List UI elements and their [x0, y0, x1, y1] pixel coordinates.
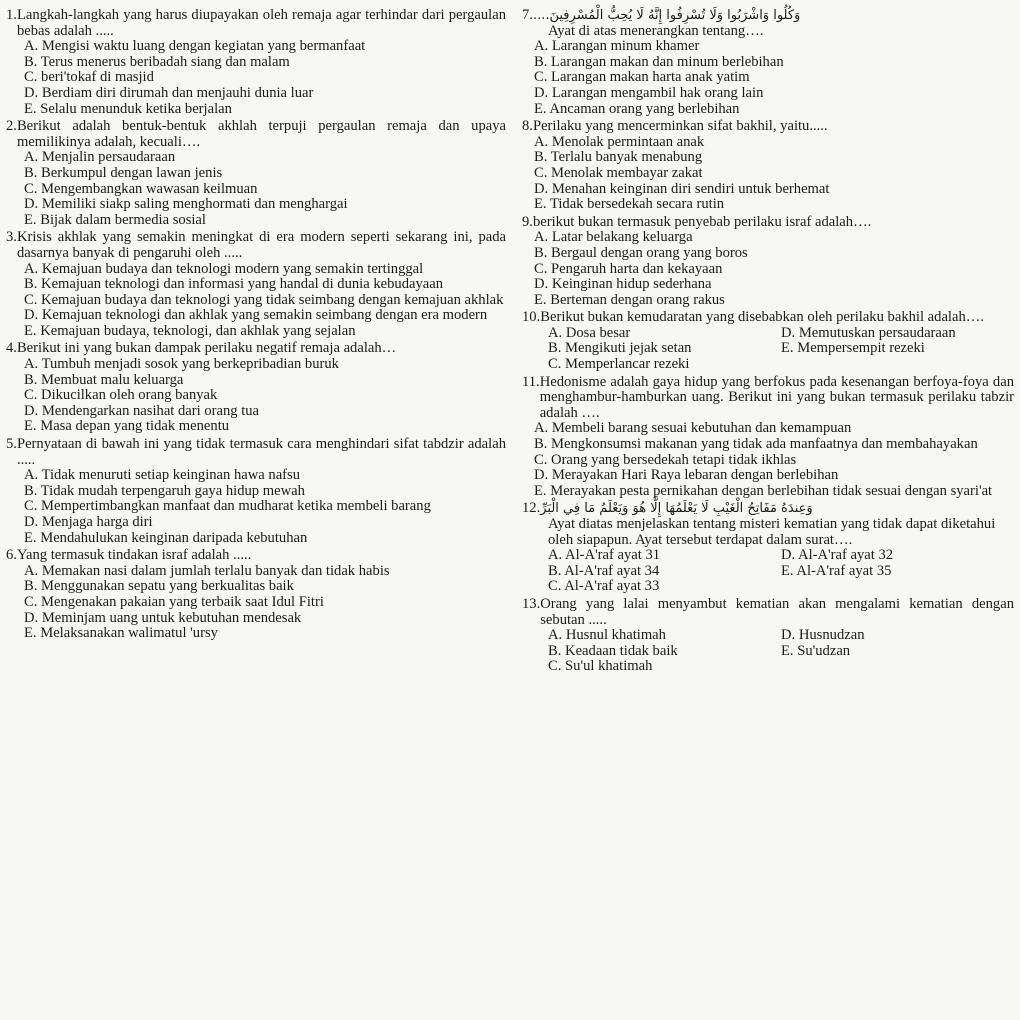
- question-line: [522, 215, 1014, 231]
- answer-option: B. Keadaan tidak baik: [548, 642, 678, 659]
- answer-option: B. Terus menerus beribadah siang dan malam: [24, 53, 290, 70]
- question-text: Hedonisme adalah gaya hidup yang berfokus pada kesenangan berfoya-foya dan menghambur-hamburkan uang. Berikut ini yang bukan termasuk perilaku tabzir adalah ….: [539, 373, 1014, 421]
- answer-option: A. Mengisi waktu luang dengan kegiatan yang bermanfaat: [24, 38, 366, 55]
- question-line: [522, 119, 1014, 135]
- answer-options-grid: [522, 628, 1014, 675]
- answer-option: B. Terlalu banyak menabung: [534, 149, 703, 166]
- answer-option: E. Ancaman orang yang berlebihan: [534, 100, 740, 117]
- question-13: [522, 597, 1014, 675]
- answer-option: D. Al-A'raf ayat 32: [781, 547, 894, 564]
- question-number: 10.: [522, 309, 541, 326]
- answer-option: B. Kemajuan teknologi dan informasi yang handal di dunia kebudayaan: [24, 276, 444, 293]
- question-stem: Ayat di atas menerangkan tentang….: [548, 22, 764, 39]
- answer-option: E. Melaksanakan walimatul 'ursy: [24, 625, 218, 642]
- question-number: 9.: [522, 213, 533, 230]
- answer-option: D. Menjaga harga diri: [24, 514, 153, 530]
- question-11: [522, 375, 1014, 500]
- answer-options-grid: [522, 326, 1014, 373]
- answer-option: B. Menggunakan sepatu yang berkualitas baik: [24, 578, 294, 595]
- question-number: 4.: [6, 340, 17, 357]
- answer-option: E. Tidak bersedekah secara rutin: [534, 196, 725, 213]
- question-line: [522, 375, 1014, 422]
- question-2: [6, 119, 506, 228]
- question-9: [522, 215, 1014, 309]
- question-number: 11.: [522, 373, 540, 390]
- question-text: Berikut ini yang bukan dampak perilaku negatif remaja adalah…: [16, 340, 397, 357]
- answer-option: D. Mendengarkan nasihat dari orang tua: [24, 402, 260, 419]
- question-text: berikut bukan termasuk penyebab perilaku israf adalah….: [532, 213, 872, 230]
- question-line: [522, 501, 1014, 517]
- answer-option: B. Mengkonsumsi makanan yang tidak ada manfaatnya dan membahayakan: [534, 436, 978, 453]
- answer-option: D. Husnudzan: [781, 627, 865, 644]
- answer-option: B. Berkumpul dengan lawan jenis: [24, 164, 223, 181]
- answer-option: E. Kemajuan budaya, teknologi, dan akhlak yang sejalan: [24, 322, 356, 339]
- question-line: [522, 8, 1014, 24]
- answer-option: D. Menahan keinginan diri sendiri untuk berhemat: [534, 180, 830, 197]
- question-stem: Ayat diatas menjelaskan tentang misteri kematian yang tidak dapat diketahui oleh siapapun. Ayat tersebut terdapat dalam surat….: [548, 516, 996, 548]
- question-1: [6, 8, 506, 117]
- question-line: [6, 548, 506, 564]
- question-line: [522, 310, 1014, 326]
- answer-option: E. Mendahulukan keinginan daripada kebutuhan: [24, 529, 308, 546]
- answer-option: C. Mempertimbangkan manfaat dan mudharat ketika membeli barang: [24, 498, 431, 515]
- question-7: [522, 8, 1014, 117]
- answer-option: C. Pengaruh harta dan kekayaan: [534, 260, 723, 277]
- question-text: Krisis akhlak yang semakin meningkat di era modern seperti sekarang ini, pada dasarnya banyak di pengaruhi oleh .....: [16, 229, 506, 261]
- answer-option: [781, 357, 1014, 373]
- arabic-verse: وَكُلُوا وَاشْرَبُوا وَلَا تُسْرِفُوا إِنَّهُ لَا يُحِبُّ الْمُسْرِفِينَ....: [532, 8, 801, 23]
- question-3: [6, 230, 506, 339]
- question-text: Perilaku yang mencerminkan sifat bakhil, yaitu.....: [532, 118, 828, 135]
- question-12: [522, 501, 1014, 595]
- answer-option: E. Selalu menunduk ketika berjalan: [24, 100, 232, 117]
- answer-option: C. Al-A'raf ayat 33: [548, 578, 660, 595]
- answer-option: A. Tumbuh menjadi sosok yang berkepribadian buruk: [24, 356, 339, 373]
- answer-option: C. Dikucilkan oleh orang banyak: [24, 387, 218, 404]
- answer-option: C. Orang yang bersedekah tetapi tidak ikhlas: [534, 451, 797, 468]
- answer-option: A. Menolak permintaan anak: [534, 133, 705, 150]
- answer-option: E. Al-A'raf ayat 35: [781, 562, 892, 579]
- answer-option: D. Larangan mengambil hak orang lain: [534, 84, 764, 101]
- question-number: 6.: [6, 547, 17, 564]
- answer-option: A. Menjalin persaudaraan: [24, 149, 176, 166]
- answer-option: B. Mengikuti jejak setan: [548, 340, 692, 357]
- answer-option: [781, 579, 1014, 595]
- question-number: 12.: [522, 500, 541, 517]
- answer-option: E. Su'udzan: [781, 642, 851, 659]
- answer-option: D. Kemajuan teknologi dan akhlak yang semakin seimbang dengan era modern: [24, 307, 488, 324]
- question-number: 5.: [6, 436, 17, 453]
- question-number: 3.: [6, 229, 17, 246]
- answer-option: A. Kemajuan budaya dan teknologi modern yang semakin tertinggal: [24, 260, 424, 277]
- question-6: [6, 548, 506, 642]
- answer-option: B. Bergaul dengan orang yang boros: [534, 244, 748, 261]
- answer-options-grid: [522, 548, 1014, 595]
- answer-option: E. Merayakan pesta pernikahan dengan berlebihan tidak sesuai dengan syari'at: [534, 482, 993, 499]
- answer-option: D. Merayakan Hari Raya lebaran dengan berlebihan: [534, 467, 839, 484]
- answer-option: A. Dosa besar: [548, 324, 631, 341]
- answer-option: A. Memakan nasi dalam jumlah terlalu banyak dan tidak habis: [24, 562, 390, 579]
- answer-option: A. Al-A'raf ayat 31: [548, 547, 661, 564]
- question-line: [522, 597, 1014, 628]
- question-text: Berikut adalah bentuk-bentuk akhlah terpuji pergaulan remaja dan upaya memilikinya adalah, kecuali….: [16, 118, 506, 150]
- answer-option: B. Tidak mudah terpengaruh gaya hidup mewah: [24, 482, 305, 499]
- answer-option: C. Kemajuan budaya dan teknologi yang tidak seimbang dengan kemajuan akhlak: [24, 291, 504, 308]
- arabic-verse: وَعِندَهُ مَفَاتِحُ الْغَيْبِ لَا يَعْلَمُهَا إِلَّا هُوَ وَيَعْلَمُ مَا فِي الْبَرِّ: [540, 501, 813, 517]
- answer-option: B. Al-A'raf ayat 34: [548, 562, 660, 579]
- answer-option: B. Membuat malu keluarga: [24, 371, 184, 388]
- question-5: [6, 437, 506, 546]
- answer-option: D. Berdiam diri dirumah dan menjauhi dunia luar: [24, 84, 314, 101]
- question-text: Orang yang lalai menyambut kematian akan mengalami kematian dengan sebutan .....: [540, 595, 1014, 628]
- question-10: [522, 310, 1014, 372]
- answer-option: C. beri'tokaf di masjid: [24, 69, 154, 86]
- answer-option: D. Meminjam uang untuk kebutuhan mendesak: [24, 609, 302, 626]
- question-number: 2.: [6, 118, 17, 135]
- question-line: [6, 341, 506, 357]
- answer-option: A. Husnul khatimah: [548, 627, 666, 644]
- answer-option: D. Memutuskan persaudaraan: [781, 324, 956, 341]
- answer-option: C. Larangan makan harta anak yatim: [534, 69, 750, 86]
- answer-option: A. Latar belakang keluarga: [534, 229, 693, 246]
- answer-option: [781, 659, 1014, 675]
- question-line: [6, 8, 506, 39]
- left-column: [6, 8, 506, 644]
- answer-option: C. Mengenakan pakaian yang terbaik saat Idul Fitri: [24, 593, 324, 610]
- question-line: [6, 119, 506, 150]
- answer-option: E. Masa depan yang tidak menentu: [24, 418, 230, 435]
- answer-option: C. Menolak membayar zakat: [534, 164, 703, 181]
- answer-option: E. Berteman dengan orang rakus: [534, 291, 725, 308]
- question-number: 1.: [6, 7, 17, 23]
- question-text: Yang termasuk tindakan israf adalah .....: [16, 547, 252, 564]
- answer-option: E. Bijak dalam bermedia sosial: [24, 211, 206, 228]
- answer-option: C. Mengembangkan wawasan keilmuan: [24, 180, 258, 197]
- question-line: [6, 230, 506, 261]
- question-8: [522, 119, 1014, 213]
- question-text: Pernyataan di bawah ini yang tidak termasuk cara menghindari sifat tabdzir adalah .....: [16, 436, 506, 468]
- question-number: 7.: [522, 7, 533, 23]
- answer-option: A. Larangan minum khamer: [534, 38, 700, 55]
- answer-option: A. Tidak menuruti setiap keinginan hawa nafsu: [24, 467, 301, 484]
- question-number: 8.: [522, 118, 533, 135]
- question-text: Berikut bukan kemudaratan yang disebabkan oleh perilaku bakhil adalah….: [540, 309, 984, 326]
- question-line: [6, 437, 506, 468]
- answer-option: C. Su'ul khatimah: [548, 658, 653, 675]
- question-text: Langkah-langkah yang harus diupayakan oleh remaja agar terhindar dari pergaulan bebas adalah .....: [16, 7, 506, 39]
- answer-option: A. Membeli barang sesuai kebutuhan dan kemampuan: [534, 420, 852, 437]
- answer-option: E. Mempersempit rezeki: [781, 340, 925, 357]
- question-number: 13.: [522, 595, 541, 612]
- answer-option: D. Memiliki siakp saling menghormati dan menghargai: [24, 196, 348, 213]
- question-4: [6, 341, 506, 435]
- answer-option: C. Memperlancar rezeki: [548, 356, 690, 373]
- right-column: [522, 8, 1014, 677]
- answer-option: D. Keinginan hidup sederhana: [534, 276, 712, 293]
- answer-option: B. Larangan makan dan minum berlebihan: [534, 53, 784, 70]
